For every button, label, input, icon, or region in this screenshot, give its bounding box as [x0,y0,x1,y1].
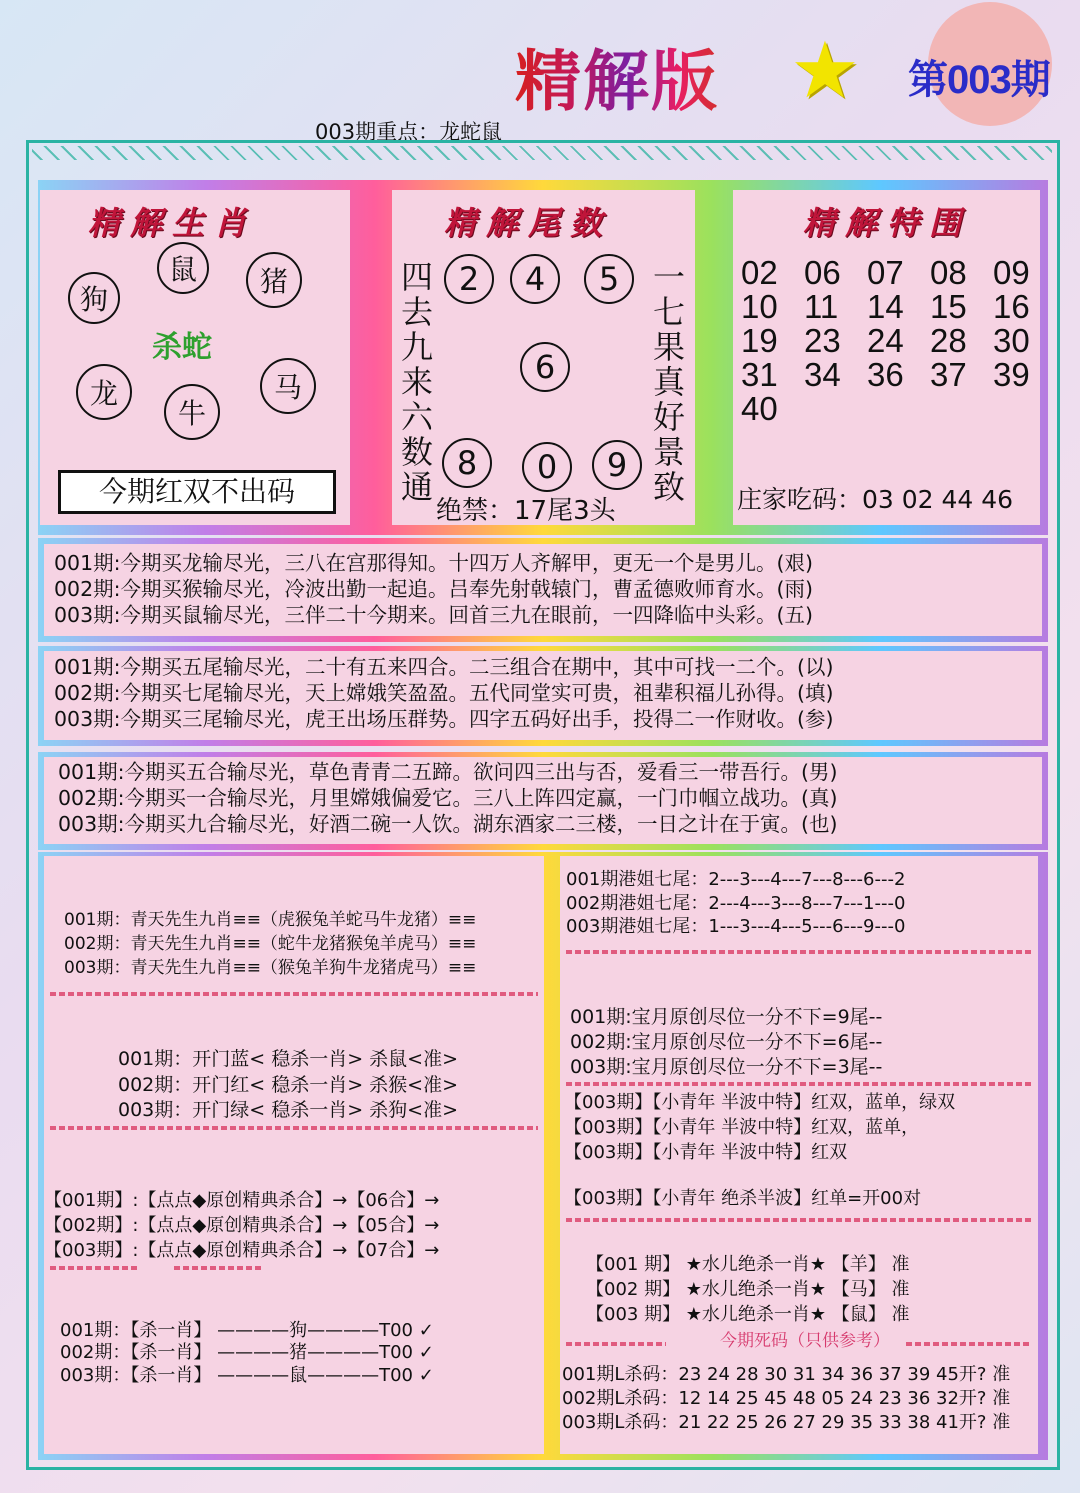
special-number: 31 [741,356,778,393]
wave-line: 【003期】【小青年 半波中特】红双 [564,1142,848,1163]
special-number: 15 [930,288,967,325]
hk-tail-line: 002期港姐七尾：2---4---3---8---7---1---0 [566,893,906,914]
kill-he-line: 【003期】:【点点◆原创精典杀合】→【07合】→ [44,1240,440,1261]
right-column [560,856,1038,1454]
divider [50,1126,538,1130]
nine-zodiac-line: 001期：青天先生九肖≡≡（虎猴兔羊蛇马牛龙猪）≡≡ [64,910,477,930]
page-title: 精解版 [515,28,719,123]
tail-digit: 6 [520,342,570,392]
kill-he-line: 【002期】:【点点◆原创精典杀合】→【05合】→ [44,1215,440,1236]
zodiac-dragon: 龙 [76,364,132,420]
tail-digit: 8 [442,438,492,488]
nine-zodiac-line: 002期：青天先生九肖≡≡（蛇牛龙猪猴兔羊虎马）≡≡ [64,934,477,954]
special-number: 08 [930,254,967,291]
dead-code-line: 002期L杀码：12 14 25 45 48 05 24 23 36 32开? 准 [562,1388,1011,1409]
poem-line: 003期:今期买九合输尽光，好酒二碗一人饮。湖东酒家二三楼，一日之计在于寅。(也) [58,812,838,836]
poem-line: 002期:今期买猴输尽光，冷波出勤一起追。吕奉先射戟辕门，曹孟德败师育水。(雨) [54,577,814,601]
kill-one-line: 002期：【杀一肖】 ————猪————T00 ✓ [60,1342,434,1363]
tail-left-poem: 四去九来六数通 [400,258,433,506]
poem-tail-block [44,651,1042,740]
special-number: 06 [804,254,841,291]
special-number: 34 [804,356,841,393]
special-number: 16 [993,288,1030,325]
tail-digit: 2 [444,254,494,304]
hk-tail-line: 003期港姐七尾：1---3---4---5---6---9---0 [566,916,906,937]
star-icon: ★ [790,26,860,116]
issue-focus: 003期重点：龙蛇鼠 [315,120,503,144]
left-column [44,856,544,1454]
divider [566,1342,666,1346]
poem-line: 003期:今期买鼠输尽光，三伴二十今期来。回首三九在眼前，一四降临中头彩。(五) [54,603,814,627]
poem-line: 002期:今期买一合输尽光，月里嫦娥偏爱它。三八上阵四定赢，一门巾帼立战功。(真) [58,786,838,810]
wave-line: 【003期】【小青年 半波中特】红双，蓝单，绿双 [564,1092,956,1113]
special-number: 07 [867,254,904,291]
divider [566,1082,1032,1086]
divider [50,1266,140,1270]
tail-right-poem: 一七果真好景致 [652,258,685,506]
special-number: 09 [993,254,1030,291]
zodiac-box [40,190,350,525]
poem-line: 001期:今期买龙输尽光，三八在宫那得知。十四万人齐解甲，更无一个是男儿。(艰) [54,551,814,575]
special-number: 02 [741,254,778,291]
kill-one-line: 001期：【杀一肖】 ————狗————T00 ✓ [60,1320,434,1341]
zodiac-rat: 鼠 [157,242,209,294]
dead-code-title: 今期死码（只供参考） [720,1331,890,1351]
special-number: 37 [930,356,967,393]
zodiac-kill: 杀蛇 [152,330,212,365]
special-number: 19 [741,322,778,359]
zodiac-heading: 精解生肖 [88,204,257,242]
special-number: 24 [867,322,904,359]
wave-line: 【003期】【小青年 半波中特】红双，蓝单， [564,1117,920,1138]
water-line: 【002 期】 ★水儿绝杀一肖★ 【马】 准 [586,1279,910,1300]
door-line: 001期：开门蓝< 稳杀一肖> 杀鼠<准> [118,1048,459,1070]
special-number: 36 [867,356,904,393]
dead-code-line: 001期L杀码：23 24 28 30 31 34 36 37 39 45开? 准 [562,1364,1011,1385]
tail-digit: 5 [584,254,634,304]
special-number: 28 [930,322,967,359]
water-line: 【003 期】 ★水儿绝杀一肖★ 【鼠】 准 [586,1304,910,1325]
tail-heading: 精解尾数 [444,204,613,242]
zodiac-dog: 狗 [68,272,120,324]
baoyue-line: 002期:宝月原创尽位一分不下=6尾-- [570,1031,883,1053]
divider [906,1342,1032,1346]
tail-digit: 0 [522,442,572,492]
hk-tail-line: 001期港姐七尾：2---3---4---7---8---6---2 [566,869,906,890]
poem-line: 003期:今期买三尾输尽光，虎王出场压群势。四字五码好出手，投得二一作财收。(参) [54,707,834,731]
kill-one-line: 003期：【杀一肖】 ————鼠————T00 ✓ [60,1365,434,1386]
zodiac-note: 今期红双不出码 [58,470,336,514]
poem-line: 001期:今期买五合输尽光，草色青青二五蹄。欲问四三出与否，爱看三一带吾行。(男) [58,760,838,784]
door-line: 002期：开门红< 稳杀一肖> 杀猴<准> [118,1074,459,1096]
divider [566,950,1032,954]
zodiac-ox: 牛 [164,384,220,440]
divider [174,1266,264,1270]
kill-he-line: 【001期】:【点点◆原创精典杀合】→【06合】→ [44,1190,440,1211]
water-line: 【001 期】 ★水儿绝杀一肖★ 【羊】 准 [586,1254,910,1275]
special-number: 10 [741,288,778,325]
divider [50,992,538,996]
special-number: 14 [867,288,904,325]
zodiac-horse: 马 [260,358,316,414]
special-box [733,190,1040,525]
divider [566,1218,1032,1222]
special-heading: 精解特围 [803,204,972,242]
wave-kill-line: 【003期】【小青年 绝杀半波】红单=开00对 [564,1188,922,1209]
special-number-grid [741,256,1041,426]
baoyue-line: 003期:宝月原创尽位一分不下=3尾-- [570,1056,883,1078]
dead-code-line: 003期L杀码：21 22 25 26 27 29 35 33 38 41开? 准 [562,1412,1011,1433]
special-number: 40 [741,390,778,427]
special-number: 23 [804,322,841,359]
special-number: 30 [993,322,1030,359]
banker-numbers: 庄家吃码：03 02 44 46 [737,485,1014,514]
poem-line: 002期:今期买七尾输尽光，天上嫦娥笑盈盈。五代同堂实可贵，祖辈积福儿孙得。(填) [54,681,834,705]
poem-he-block [44,757,1042,844]
tail-ban: 绝禁：17尾3头 [436,496,616,526]
tail-box [392,190,695,525]
nine-zodiac-line: 003期：青天先生九肖≡≡（猴兔羊狗牛龙猪虎马）≡≡ [64,958,477,978]
issue-number: 第003期 [908,58,1050,102]
tail-digit: 4 [510,254,560,304]
zigzag-border [32,146,1052,160]
special-number: 39 [993,356,1030,393]
door-line: 003期：开门绿< 稳杀一肖> 杀狗<准> [118,1099,459,1121]
tail-digit: 9 [592,440,642,490]
poem-zodiac-block [44,544,1042,636]
baoyue-line: 001期:宝月原创尽位一分不下=9尾-- [570,1006,883,1028]
zodiac-pig: 猪 [246,252,302,308]
poem-line: 001期:今期买五尾输尽光，二十有五来四合。二三组合在期中，其中可找一二个。(以) [54,655,834,679]
special-number: 11 [804,288,839,325]
